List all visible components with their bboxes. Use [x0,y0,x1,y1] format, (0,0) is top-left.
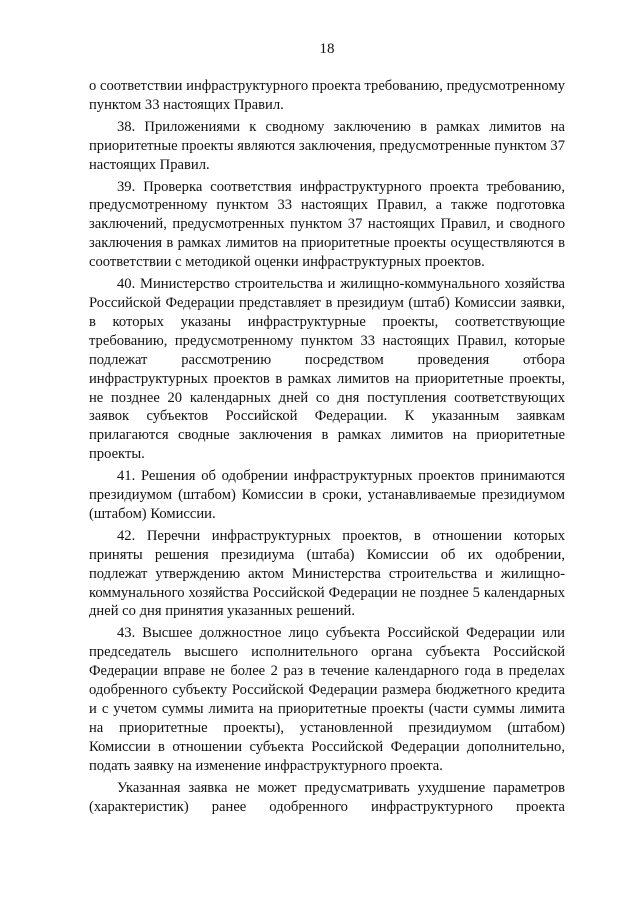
paragraph-41: 41. Решения об одобрении инфраструктурных проектов принимаются президиумом (штабом) Комиссии в сроки, устанавливаемые президиумом (штабом) Комиссии. [89,468,565,522]
document-body [89,77,565,816]
paragraph-38: 38. Приложениями к сводному заключению в рамках лимитов на приоритетные проекты являются заключения, предусмотренные пунктом 37 настоящих Правил. [89,118,565,173]
paragraph-39: 39. Проверка соответствия инфраструктурного проекта требованию, предусмотренному пунктом 33 настоящих Правил, а также подготовка заключений, предусмотренных пунктом 37 настоящих Правил, и сводного заключения в рамках лимитов на приоритетные проекты осуществляются в соответствии с методикой оценки инфраструктурных проектов. [89,178,565,271]
paragraph-40: 40. Министерство строительства и жилищно-коммунального хозяйства Российской Федерации представляет в президиум (штаб) Комиссии заявки, в которых указаны инфраструктурные проекты, соответствующие требованию, предусмотренному пунктом 33 настоящих Правил, которые подлежат рассмотрению посредством проведения отбора инфраструктурных проектов в рамках лимитов на приоритетные проекты, не позднее 20 календарных дней со дня поступления соответствующих заявок субъектов Российской Федерации. К указанным заявкам прилагаются сводные заключения в рамках лимитов на приоритетные проекты. [89,276,565,463]
paragraph-43: 43. Высшее должностное лицо субъекта Российской Федерации или председатель высшего исполнительного органа субъекта Российской Федерации вправе не более 2 раз в течение календарного года в пределах одобренного субъекту Российской Федерации размера бюджетного кредита и с учетом суммы лимита на приоритетные проекты (части суммы лимита на приоритетные проекты), установленной президиумом (штабом) Комиссии в отношении субъекта Российской Федерации дополнительно, подать заявку на изменение инфраструктурного проекта. [89,625,565,774]
page-number: 18 [319,41,335,57]
paragraph-42: 42. Перечни инфраструктурных проектов, в отношении которых приняты решения президиума (штаба) Комиссии об их одобрении, подлежат утверждению актом Министерства строительства и жилищно-коммунального хозяйства Российской Федерации не позднее 5 календарных дней со дня принятия указанных решений. [89,527,565,620]
paragraph-continuation: о соответствии инфраструктурного проекта требованию, предусмотренному пунктом 33 настоящих Правил. [89,78,565,113]
paragraph-43-continuation: Указанная заявка не может предусматривать ухудшение параметров (характеристик) ранее одобренного инфраструктурного проекта [89,779,565,815]
